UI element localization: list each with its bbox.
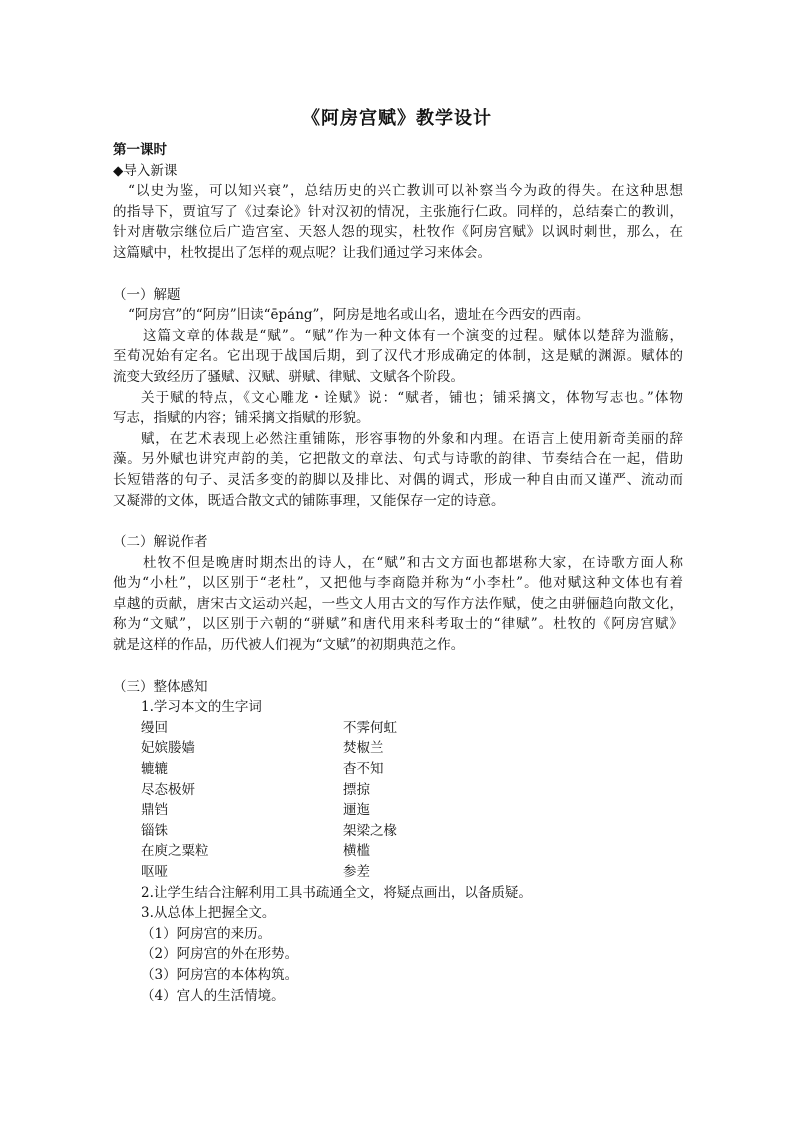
vocab-word: 锱铢 bbox=[141, 822, 168, 839]
vocab-row bbox=[113, 800, 683, 821]
section-2-body bbox=[113, 553, 683, 656]
vocab-word: 尽态极妍 bbox=[141, 781, 195, 798]
vocab-word: 妃嫔媵嫱 bbox=[141, 740, 195, 757]
paragraph-line: 卓越的贡献，唐宋古文运动兴起，一些文人用古文的写作方法作赋，使之由骈俪趋向散文化， bbox=[113, 595, 683, 612]
vocab-row bbox=[113, 759, 683, 780]
section-1-body bbox=[113, 305, 683, 511]
paragraph-line: 针对唐敬宗继位后广造宫室、天怒人怨的现实，杜牧作《阿房宫赋》以讽时刺世，那么，在 bbox=[113, 224, 683, 241]
document-title: 《阿房宫赋》教学设计 bbox=[302, 108, 492, 129]
paragraph-line: 长短错落的句子、灵活多变的韵脚以及排比、对偶的调式，形成一种自由而又谨严、流动而 bbox=[113, 471, 683, 488]
paragraph-line: 就是这样的作品，历代被人们视为“文赋”的初期典范之作。 bbox=[113, 637, 465, 654]
paragraph-line: 关于赋的特点，《文心雕龙・诠赋》说：“赋者，铺也；铺采摛文，体物写志也。”体物 bbox=[141, 389, 683, 406]
vocab-word: 杳不知 bbox=[343, 761, 384, 778]
vocab-word: 呕哑 bbox=[141, 864, 168, 880]
vocab-word: 参差 bbox=[343, 864, 370, 880]
vocab-word: 架梁之椽 bbox=[343, 822, 397, 839]
list-item: （3）阿房宫的本体构筑。 bbox=[141, 966, 299, 983]
list-item: （1）阿房宫的来历。 bbox=[141, 925, 272, 942]
paragraph-line: 称为“文赋”，以区别于六朝的“骈赋”和唐代用来科考取士的“律赋”。杜牧的《阿房宫赋》 bbox=[113, 616, 683, 633]
paragraph-line: 这篇赋中，杜牧提出了怎样的观点呢？让我们通过学习来体会。 bbox=[113, 244, 491, 261]
intro-heading: ◆导入新课 bbox=[113, 162, 178, 179]
paragraph-line: 杜牧不但是晚唐时期杰出的诗人，在“赋”和古文方面也都堪称大家，在诗歌方面人称 bbox=[143, 554, 683, 571]
paragraph-line: 藻。另外赋也讲究声韵的美，它把散文的章法、句式与诗歌的韵律、节奏结合在一起，借助 bbox=[113, 451, 683, 468]
document-body bbox=[113, 140, 683, 1006]
list-item: 2.让学生结合注解利用工具书疏通全文，将疑点画出，以备质疑。 bbox=[141, 884, 532, 901]
vocab-row bbox=[113, 780, 683, 801]
paragraph-line: 这篇文章的体裁是“赋”。“赋”作为一种文体有一个演变的过程。赋体以楚辞为滥觞， bbox=[143, 327, 683, 344]
vocab-row bbox=[113, 718, 683, 739]
vocab-row bbox=[113, 821, 683, 842]
paragraph-line: 又凝滞的文体，既适合散文式的铺陈事理，又能保存一定的诗意。 bbox=[113, 492, 505, 509]
vocab-word: 焚椒兰 bbox=[343, 740, 384, 757]
vocab-word: 逦迤 bbox=[343, 802, 370, 819]
vocab-word: 鼎铛 bbox=[141, 802, 168, 819]
vocab-word: 在庾之粟粒 bbox=[141, 843, 209, 860]
list-item: （4）宫人的生活情境。 bbox=[141, 987, 285, 1004]
vocab-heading: 1.学习本文的生字词 bbox=[141, 699, 262, 716]
section-heading-2: （二）解说作者 bbox=[113, 534, 208, 551]
vocab-word: 不霁何虹 bbox=[343, 719, 397, 736]
paragraph-line: 他为“小杜”，以区别于“老杜”，又把他与李商隐并称为“小李杜”。他对赋这种文体也有着 bbox=[113, 575, 683, 592]
paragraph-line: “阿房宫”的“阿房”旧读“ēpáng”，阿房是地名或山名，遗址在今西安的西南。 bbox=[128, 307, 590, 324]
vocab-row bbox=[113, 738, 683, 759]
vocab-row bbox=[113, 862, 683, 883]
paragraph-line: 至荀况始有定名。它出现于战国后期，到了汉代才形成确定的体制，这是赋的渊源。赋体的 bbox=[113, 348, 683, 365]
list-item: 3.从总体上把握全文。 bbox=[141, 905, 276, 922]
vocab-word: 横槛 bbox=[343, 843, 370, 860]
paragraph-line: 流变大致经历了骚赋、汉赋、骈赋、律赋、文赋各个阶段。 bbox=[113, 368, 464, 385]
paragraph-line: “以史为鉴，可以知兴衰”，总结历史的兴亡教训可以补察当今为政的得失。在这种思想 bbox=[128, 183, 683, 200]
list-item: （2）阿房宫的外在形势。 bbox=[141, 946, 299, 963]
vocab-table bbox=[113, 718, 683, 883]
section-heading-3: （三）整体感知 bbox=[113, 678, 208, 695]
paragraph-line: 的指导下，贾谊写了《过秦论》针对汉初的情况，主张施行仁政。同样的，总结秦亡的教训， bbox=[113, 203, 683, 220]
paragraph-line: 赋，在艺术表现上必然注重铺陈，形容事物的外象和内理。在语言上使用新奇美丽的辞 bbox=[141, 430, 683, 447]
section-heading-1: （一）解题 bbox=[113, 286, 181, 303]
lesson-heading: 第一课时 bbox=[113, 142, 167, 158]
intro-paragraph bbox=[113, 181, 683, 263]
vocab-word: 摽掠 bbox=[343, 781, 370, 798]
paragraph-line: 写志，指赋的内容；铺采摛文指赋的形貌。 bbox=[113, 410, 370, 427]
vocab-word: 辘辘 bbox=[141, 761, 168, 778]
vocab-row bbox=[113, 841, 683, 862]
vocab-word: 缦回 bbox=[141, 719, 168, 736]
